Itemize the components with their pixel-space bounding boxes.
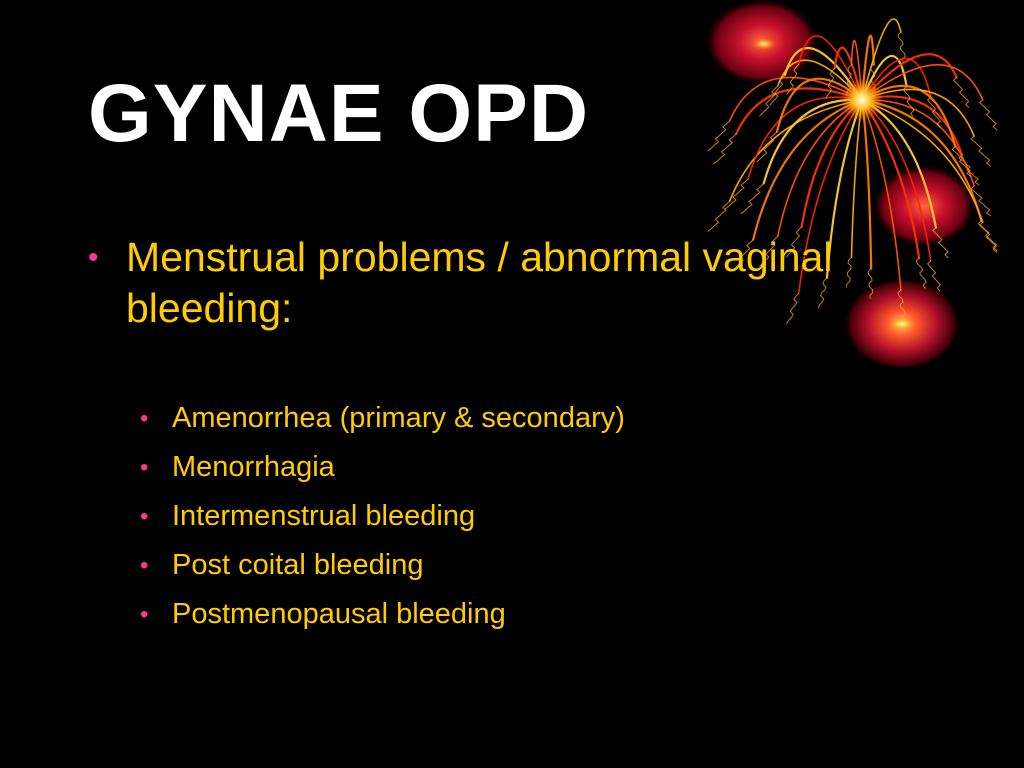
orb-top-left-spark — [752, 38, 776, 50]
firework-tail — [708, 201, 730, 231]
sub-bullet-list — [140, 394, 625, 639]
bullet-icon: • — [140, 601, 149, 628]
firework-tail — [708, 121, 730, 151]
bullet-icon: • — [140, 552, 149, 579]
main-bullet-item — [88, 232, 918, 334]
firework-tail — [971, 136, 991, 166]
sub-bullet-text: Intermenstrual bleeding — [172, 500, 476, 532]
firework-ray — [730, 100, 862, 201]
sub-bullet-item — [140, 443, 625, 492]
sub-bullet-item — [140, 394, 625, 443]
bullet-icon: • — [140, 454, 149, 481]
firework-tail — [725, 179, 748, 209]
firework-tail — [714, 134, 737, 164]
firework-tail — [980, 100, 997, 130]
sub-bullet-text: Postmenopausal bleeding — [172, 598, 506, 630]
sub-bullet-item — [140, 492, 625, 541]
sub-bullet-text: Post coital bleeding — [172, 549, 424, 581]
bullet-icon: • — [140, 405, 149, 432]
main-bullet-text: Menstrual problems / abnormal vaginal bleeding: — [126, 234, 833, 331]
bullet-icon: • — [140, 503, 149, 530]
sub-bullet-text: Menorrhagia — [172, 451, 335, 483]
firework-tail — [954, 77, 969, 107]
sub-bullet-item — [140, 590, 625, 639]
firework-ray — [753, 100, 862, 240]
firework-center — [840, 78, 884, 122]
sub-bullet-text: Amenorrhea (primary & secondary) — [172, 402, 625, 434]
firework-tail — [898, 32, 905, 62]
main-bullet-list — [88, 232, 918, 334]
bullet-icon: • — [88, 241, 99, 274]
slide-title: GYNAE OPD — [88, 68, 590, 159]
sub-bullet-item — [140, 541, 625, 590]
firework-tail — [904, 86, 914, 116]
